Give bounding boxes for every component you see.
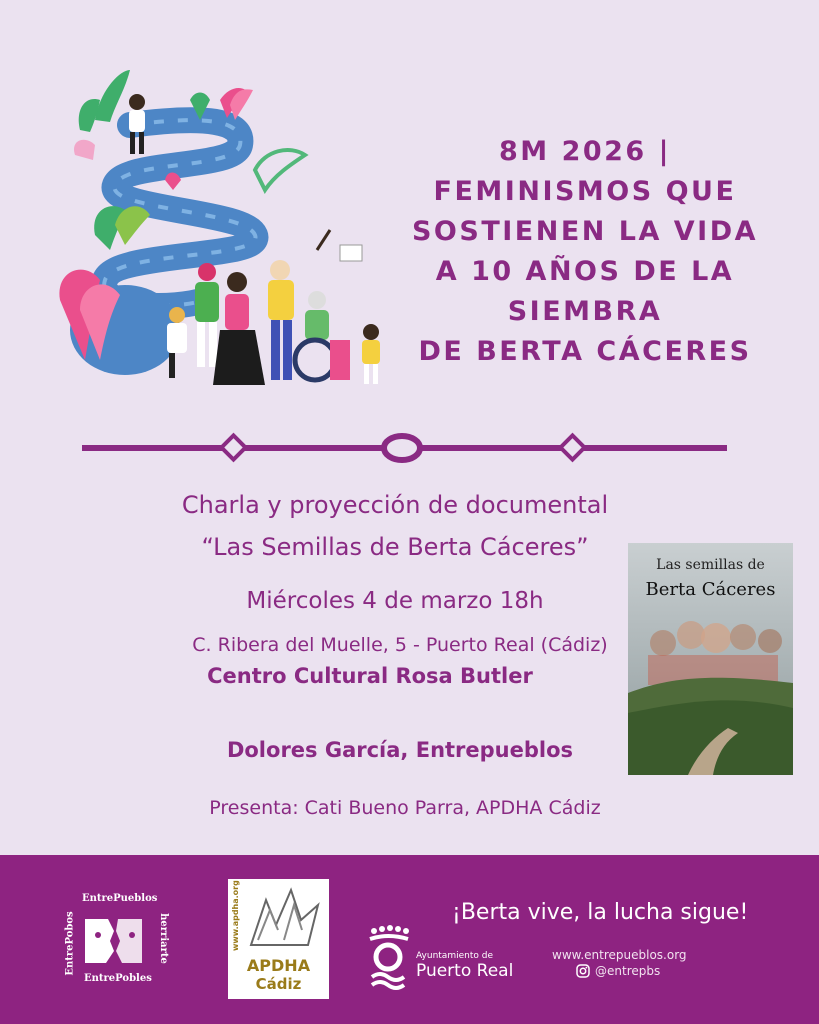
apdha-city: Cádiz	[255, 975, 302, 993]
slogan: ¡Berta vive, la lucha sigue!	[452, 900, 749, 925]
title-line: A 10 AÑOS DE LA SIEMBRA	[435, 256, 735, 327]
title-line: DE BERTA CÁCERES	[418, 336, 752, 367]
ayuntamiento-label: Ayuntamiento de	[416, 951, 493, 961]
ayuntamiento-name: Puerto Real	[416, 961, 514, 981]
logo-text-left: EntrePobos	[64, 911, 76, 976]
logo-text-bottom: EntrePobles	[84, 973, 152, 984]
ornamental-divider	[82, 428, 727, 468]
crown-emblem-icon	[364, 925, 412, 997]
event-date: Miércoles 4 de marzo 18h	[246, 588, 544, 614]
title-line: 8M 2026 |	[499, 136, 671, 167]
event-address: C. Ribera del Muelle, 5 - Puerto Real (Cádiz)	[192, 634, 608, 656]
documentary-poster	[628, 543, 793, 775]
apdha-name: APDHA	[246, 956, 311, 975]
poster-title-top: Las semillas de	[656, 557, 765, 573]
apdha-url: www.apdha.org	[231, 880, 240, 951]
event-venue: Centro Cultural Rosa Butler	[207, 664, 533, 688]
ayuntamiento-logo	[364, 925, 524, 1000]
apdha-logo	[228, 879, 329, 999]
poster-title-name: Berta Cáceres	[645, 579, 776, 600]
talk-heading: Charla y proyección de documental	[181, 491, 609, 519]
website-link[interactable]: www.entrepueblos.org	[552, 948, 687, 962]
title-line: FEMINISMOS QUE	[433, 176, 737, 207]
event-speaker: Dolores García, Entrepueblos	[226, 738, 574, 762]
instagram-handle: @entrepbs	[595, 964, 661, 978]
instagram-icon	[576, 964, 590, 978]
instagram-link[interactable]	[576, 964, 660, 978]
logo-text-right: herriarte	[157, 913, 169, 964]
poster-landscape	[628, 543, 793, 775]
documentary-title: “Las Semillas de Berta Cáceres”	[201, 533, 589, 561]
faces-icon	[80, 911, 150, 969]
title-line: SOSTIENEN LA VIDA	[411, 216, 759, 247]
footer-band	[0, 855, 819, 1024]
logo-text-top: EntrePueblos	[82, 893, 158, 904]
entrepueblos-logo	[60, 893, 170, 988]
event-presenter: Presenta: Cati Bueno Parra, APDHA Cádiz	[209, 797, 601, 819]
apdha-emblem-icon	[246, 885, 324, 953]
event-title	[360, 132, 810, 372]
